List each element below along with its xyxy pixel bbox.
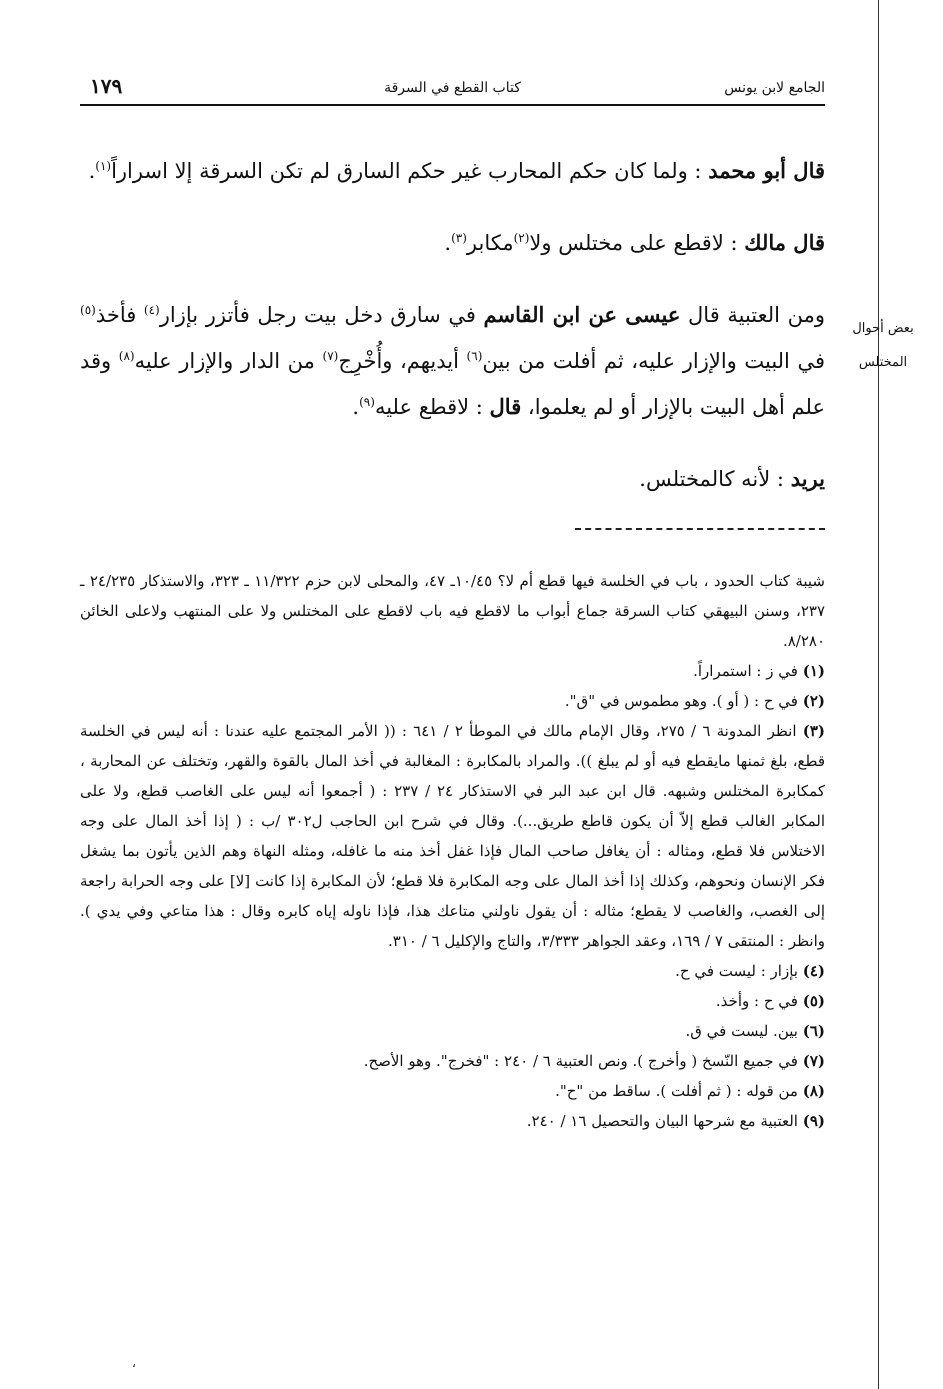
- footnote-ref: (١): [95, 159, 112, 173]
- footnote-ref: (٣): [451, 231, 467, 245]
- punctuation: .: [444, 231, 452, 255]
- paragraph-text: مكابر: [466, 231, 514, 255]
- paragraph-text: : لاقطع على مختلس ولا: [529, 231, 745, 255]
- footnote-continuation: شيبة كتاب الحدود ، باب في الخلسة فيها قطع أم لا؟ ١٠/٤٥ـ ٤٧، والمحلى لابن حزم ١١/٣٢٢ ـ ٣٢٣، والاستذكار ٢٤/٢٣٥ ـ ٢٣٧، وسنن البيهقي كتاب السرقة جماع أبواب ما لاقطع فيه باب لاقطع على المختلس ولا على المنتهب ولاعلى الخائن ٨/٢٨٠.: [80, 572, 825, 650]
- header-book-title: الجامع لابن يونس: [724, 80, 825, 96]
- main-text: [80, 148, 825, 502]
- footnote: [80, 986, 825, 1016]
- footnote-number: (٢): [802, 692, 825, 710]
- paragraph-text: فأخذ: [95, 303, 144, 327]
- footnote-number: (٨): [802, 1082, 825, 1100]
- paragraph-3: [80, 292, 825, 430]
- page: [80, 70, 825, 1136]
- footnote-text: في ز : استمراراً.: [693, 662, 803, 680]
- footnote: [80, 1106, 825, 1136]
- footnote: [80, 1016, 825, 1046]
- speaker: عيسى عن ابن القاسم: [483, 302, 681, 327]
- footnote-text: من قوله : ( ثم أفلت ). ساقط من "ح".: [555, 1082, 803, 1100]
- paragraph-4: [80, 456, 825, 502]
- footnote-ref: (٤): [143, 303, 160, 317]
- margin-note-line-2: المختلس: [858, 355, 908, 370]
- footnotes: [80, 566, 825, 1136]
- footnote-number: (١): [802, 662, 825, 680]
- footnote-text: بين. ليست في ق.: [685, 1022, 803, 1040]
- footnote-ref: (٩): [359, 395, 375, 409]
- paragraph-text: أيديهم، وأُخْرِج: [338, 349, 467, 373]
- footnote: [80, 686, 825, 716]
- footnote-ref: (٥): [80, 303, 96, 317]
- speaker: قال: [489, 394, 522, 419]
- footnote-separator: [575, 528, 825, 530]
- paragraph-text: ومن العتبية قال: [680, 303, 826, 327]
- paragraph-text: : لأنه كالمختلس.: [639, 467, 791, 491]
- footnote-number: (٥): [802, 992, 825, 1010]
- footnote: [80, 956, 825, 986]
- margin-rule: [878, 0, 879, 1389]
- footnote: [80, 716, 825, 956]
- footnote-text: في ح : وأخذ.: [715, 992, 803, 1010]
- running-header: [80, 70, 825, 106]
- speaker: يريد: [790, 466, 825, 491]
- paragraph-text: في سارق دخل بيت رجل فأتزر بإزار: [159, 303, 484, 327]
- footnote-ref: (٦): [466, 349, 483, 363]
- footnote-text: في جميع النّسخ ( وأخرج ). ونص العتبية ٦ / ٢٤٠ : "فخرج". وهو الأصح.: [363, 1052, 803, 1070]
- footnote-text: بإزار : ليست في ح.: [675, 962, 803, 980]
- footnote-number: (٤): [802, 962, 825, 980]
- punctuation: .: [352, 395, 360, 419]
- footnote-number: (٣): [802, 722, 825, 740]
- footnote-number: (٩): [802, 1112, 825, 1130]
- margin-note-line-1: بعض أحوال: [852, 321, 914, 336]
- footnote-number: (٦): [802, 1022, 825, 1040]
- speaker: قال أبو محمد: [708, 158, 825, 183]
- footnote-text: العتبية مع شرحها البيان والتحصيل ١٦ / ٢٤٠.: [526, 1112, 803, 1130]
- paragraph-text: في البيت والإزار عليه، ثم أفلت من بين: [482, 349, 825, 373]
- speaker: قال مالك: [744, 230, 825, 255]
- header-chapter-title: كتاب القطع في السرقة: [384, 80, 521, 96]
- stray-mark: ،: [132, 1356, 136, 1370]
- footnote-ref: (٨): [118, 349, 135, 363]
- footnote-text: انظر المدونة ٦ / ٢٧٥، وقال الإمام مالك في الموطأ ٢ / ٦٤١ : (( الأمر المجتمع عليه عندنا : أنه ليس في الخلسة قطع، بلغ ثمنها مايقطع فيه أو لم يبلغ )). والمراد بالمكابرة : المغالبة في أخذ المال بالقوة والقهر، وتختلف عن المحاربة ، كمكابرة المختلس وشبهه. قال ابن عبد البر في الاستذكار ٢٤ / ٢٣٧ : ( أجمعوا أنه ليس على الغاصب قطع، ولا على المكابر الغالب قطع إلاّ أن يكون قاطع طريق...). وقال في شرح ابن الحاجب ل٣٠٢ /ب : ( إذا أخذ المال على وجه الاختلاس فلا قطع، ومثاله : أن يغافل صاحب المال فإذا غفل أخذ منه ما غافله، ومثله النهاة وهم الذين يأتون بما يشغل فكر الإنسان ونحوهم، وكذلك إذا أخذ المال على وجه المكابرة فلا قطع؛ لأن المكابرة إذا كانت [لا] على وجه الحرابة راجعة إلى الغصب، والغاصب لا يقطع؛ مثاله : أن يقول ناولني متاعك هذا، فإذا ناوله إياه كابره وقال : هذا متاعي وفي يدي ). وانظر : المنتقى ٧ / ١٦٩، وعقد الجواهر ٣/٣٣٣، والتاج والإكليل ٦ / ٣١٠.: [80, 722, 825, 950]
- punctuation: .: [88, 159, 96, 183]
- paragraph-1: [80, 148, 825, 194]
- paragraph-text: من الدار والإزار عليه: [134, 349, 323, 373]
- footnote-text: في ح : ( أو ). وهو مطموس في "ق".: [564, 692, 803, 710]
- footnote-ref: (٢): [513, 231, 530, 245]
- footnote: [80, 656, 825, 686]
- footnote: [80, 1076, 825, 1106]
- footnote: [80, 1046, 825, 1076]
- page-number: ١٧٩: [90, 74, 123, 98]
- paragraph-text: : ولما كان حكم المحارب غير حكم السارق لم تكن السرقة إلا اسراراً: [111, 159, 709, 183]
- paragraph-text: وقد علم أهل البيت بالإزار أو لم يعلموا،: [80, 349, 825, 419]
- paragraph-text: : لاقطع عليه: [374, 395, 490, 419]
- footnote-number: (٧): [802, 1052, 825, 1070]
- paragraph-2: [80, 220, 825, 266]
- margin-note: [838, 312, 928, 380]
- footnote-ref: (٧): [322, 349, 339, 363]
